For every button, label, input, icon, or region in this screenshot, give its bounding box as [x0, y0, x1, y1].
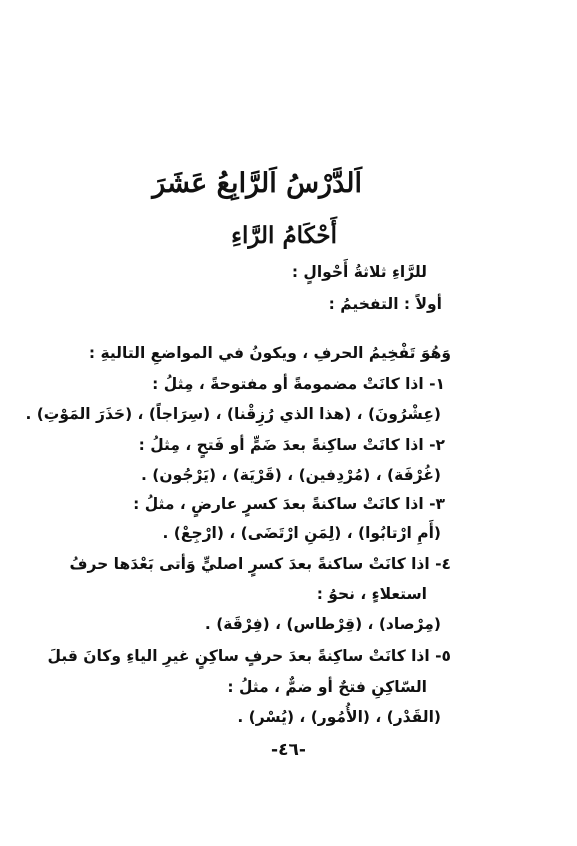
- lesson-title: اَلدَّرْسُ اَلرَّابِعُ عَشَرَ: [152, 168, 362, 199]
- list-item: ٣- اذا كانَتْ ساكنةً بعدَ كسرٍ عارضٍ ، مثلُ :: [133, 495, 445, 513]
- body-line: للرَّاءِ ثلاثةُ أَحْوالٍ :: [291, 263, 427, 281]
- example-line: (القَدْر) ، (الأُمُور) ، (يُسْر) .: [237, 708, 441, 726]
- example-line: (مِرْصاد) ، (قِرْطاس) ، (فِرْقَة) .: [204, 615, 441, 633]
- body-line: وَهُوَ تَفْخِيمُ الحرفِ ، ويكونُ في المواضعِ التاليةِ :: [88, 344, 451, 362]
- list-item: ١- اذا كانَتْ مضمومةً أو مفتوحةً ، مِثلُ :: [152, 375, 445, 393]
- list-item: ٥- اذا كانَتْ ساكِنةً بعدَ حرفٍ ساكِنٍ غيرِ الياءِ وكانَ قبلَ: [47, 647, 451, 665]
- list-item: ٢- اذا كانَتْ ساكِنةً بعدَ ضَمٍّ أو فَتحٍ ، مِثلُ :: [138, 436, 445, 454]
- example-line: (أَمِ ارْتابُوا) ، (لِمَنِ ارْتَضَى) ، (ارْجِعْ) .: [162, 524, 441, 542]
- page-number: -٤٦-: [271, 740, 306, 760]
- body-line: السّاكِنِ فتحٌ أو ضمٌّ ، مثلُ :: [227, 678, 427, 696]
- example-line: (عِشْرُونَ) ، (هذا الذي رُزِقْنا) ، (سِرَاجاً) ، (حَذَرَ المَوْتِ) .: [25, 405, 441, 423]
- section-heading: أولاً : التفخيمُ :: [328, 295, 442, 313]
- lesson-subtitle: أَحْكَامُ الرَّاءِ: [231, 222, 337, 249]
- list-item: ٤- اذا كانَتْ ساكنةً بعدَ كسرٍ اصليٍّ وَأتى بَعْدَها حرفُ: [69, 555, 451, 573]
- body-line: استعلاءٍ ، نحوُ :: [316, 585, 427, 603]
- example-line: (غُرْفَة) ، (مُرْدِفين) ، (قَرْيَة) ، (يَرْجُون) .: [141, 466, 441, 484]
